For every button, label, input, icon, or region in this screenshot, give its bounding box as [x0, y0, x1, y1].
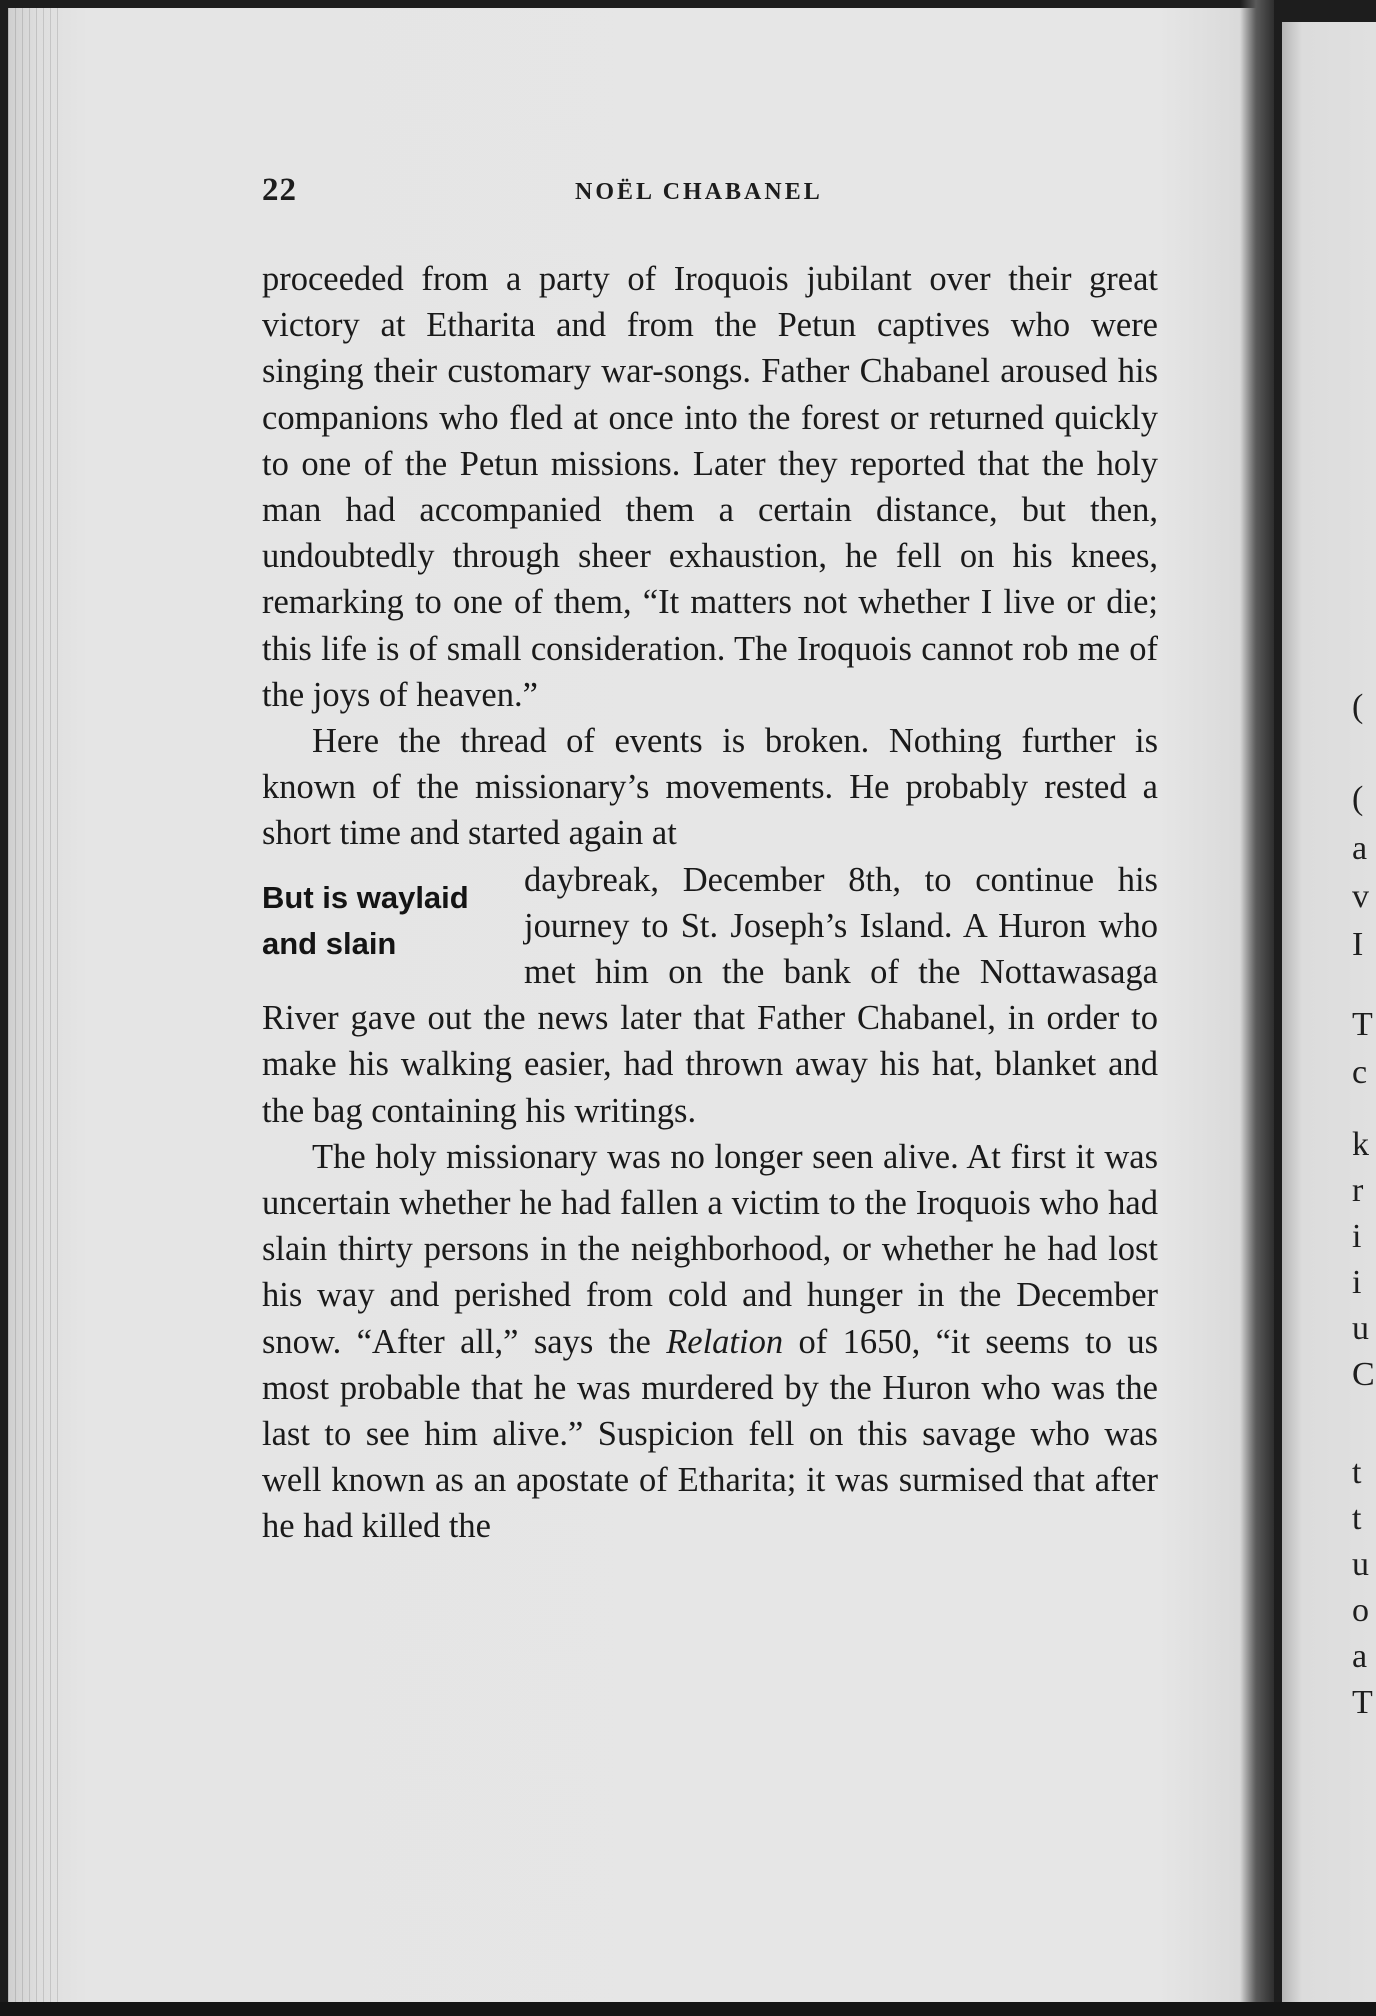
paragraph-3	[262, 1134, 1158, 1550]
sidenote-line-1: But is waylaid	[262, 879, 469, 915]
facing-char: t	[1352, 1500, 1362, 1537]
facing-char: (	[1352, 688, 1364, 725]
facing-char: (	[1352, 780, 1364, 817]
facing-char: C	[1352, 1356, 1375, 1393]
facing-char: t	[1352, 1454, 1362, 1491]
facing-char: i	[1352, 1264, 1362, 1301]
facing-char: v	[1352, 878, 1369, 915]
facing-page-fragments	[1352, 0, 1376, 2016]
running-head	[262, 172, 1162, 212]
facing-char: T	[1352, 1684, 1373, 1721]
margin-sidenote	[262, 857, 524, 993]
facing-char: a	[1352, 1638, 1368, 1675]
sidenote-line-2: and slain	[262, 925, 397, 961]
facing-char: c	[1352, 1054, 1368, 1091]
facing-char: o	[1352, 1592, 1369, 1629]
paragraph-3-text-a: The holy missionary was no longer seen alive. At first it was uncertain whether he had fallen a victim to the Iroquois who had slain thirty persons in the neighborhood, or whether he had lost his way and perished from cold and hunger in the December snow. “After all,” says the	[262, 1137, 1158, 1361]
facing-char: I	[1352, 926, 1364, 963]
facing-char: k	[1352, 1126, 1369, 1163]
facing-char: a	[1352, 830, 1368, 867]
paragraph-2a: Here the thread of events is broken. Nothing further is known of the missionary’s movements. He probably rested a short time and started again at	[262, 722, 1158, 853]
body-text	[262, 256, 1158, 1550]
relation-italic: Relation	[666, 1322, 784, 1361]
scan-border	[0, 2002, 1376, 2016]
running-title: NOËL CHABANEL	[575, 179, 823, 205]
paragraph-1: proceeded from a party of Iroquois jubilant over their great victory at Etharita and from the Petun captives who were singing their customary war-songs. Father Chabanel aroused his companions who fled at once into the forest or returned quickly to one of the Petun missions. Later they reported that the holy man had accompanied them a certain distance, but then, undoubtedly through sheer exhaustion, he fell on his knees, remarking to one of them, “It matters not whether I live or die; this life is of small consideration. The Iroquois cannot rob me of the joys of heaven.”	[262, 260, 1158, 714]
facing-char: u	[1352, 1546, 1369, 1583]
facing-char: u	[1352, 1310, 1369, 1347]
facing-char: i	[1352, 1218, 1362, 1255]
page-edge-stack	[8, 8, 60, 2004]
book-gutter	[1240, 0, 1274, 2016]
facing-char: T	[1352, 1006, 1373, 1043]
page-number: 22	[262, 172, 297, 208]
paragraph-2b: daybreak, December 8th, to continue his journey to St. Joseph’s Island. A Huron who met him on the bank of the Nottawasaga River gave out the news later that Father Chabanel, in order to make his walking easier, had thrown away his hat, blanket and the bag containing his writings.	[262, 860, 1158, 1130]
facing-char: r	[1352, 1172, 1364, 1209]
paragraph-3-text-b: of 1650, “it seems to us most probable that he was murdered by the Huron who was the last to see him alive.” Suspicion fell on this savage who was well known as an apostate of Etharita; it was surmised that after he had killed the	[262, 1322, 1159, 1546]
